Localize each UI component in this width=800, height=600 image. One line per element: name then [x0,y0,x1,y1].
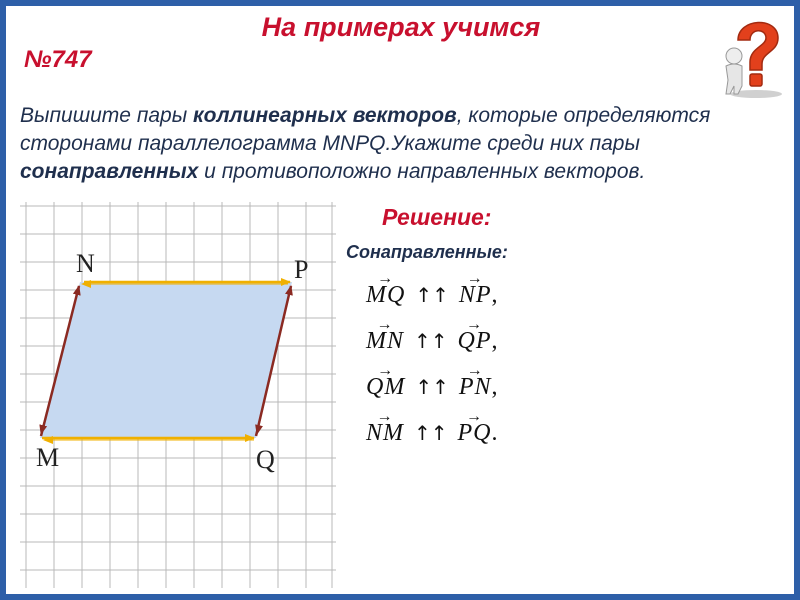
vector-arrow-icon: → [377,362,395,379]
vector-left [366,408,404,447]
codirected-relation: ↑↑ [414,421,448,445]
codirected-relation: ↑↑ [415,375,449,399]
label-n: N [76,249,95,278]
label-p: P [294,255,309,284]
vector-arrow-icon: → [466,270,484,287]
vector-right [457,408,492,447]
vector-pair [366,408,566,460]
vector-right-label: QP [457,328,492,354]
task-text [20,102,790,186]
task-text-part: , которые определяются сторонами параллелограмма MNPQ.Укажите среди них пары [20,104,711,155]
vector-left-label: MQ [366,282,406,308]
codirected-label: Сонаправленные: [346,242,508,262]
vector-left [366,270,406,309]
label-m: M [36,443,60,472]
vector-right-label: NP [458,282,492,308]
vector-left-label: NM [366,420,404,446]
task-text-part: Выпишите пары [20,104,194,127]
pair-punctuation: . [491,420,498,446]
vector-right [458,270,492,309]
vector-arrow-icon: → [376,408,394,425]
vector-right [457,316,492,355]
vector-right-label: PQ [457,420,492,446]
parallelogram-figure [20,202,336,588]
slide-title: На примерах учимся [261,12,541,42]
task-text-part: и противоположно направленных векторов. [198,160,646,183]
vector-right [458,362,492,401]
vector-arrow-icon: → [466,316,484,333]
codirected-relation: ↑↑ [414,329,448,353]
pair-punctuation: , [491,282,498,308]
label-q: Q [256,445,275,474]
solution-title: Решение: [382,204,492,230]
vector-left-label: QM [366,374,406,400]
vector-left [366,316,404,355]
pair-punctuation: , [491,374,498,400]
vector-arrow-icon: → [466,362,484,379]
vector-right-label: PN [458,374,492,400]
vector-arrow-icon: → [376,316,394,333]
task-text-bold: сонаправленных [20,160,199,183]
pair-punctuation: , [491,328,498,354]
codirected-relation: ↑↑ [415,283,449,307]
task-text-bold: коллинеарных векторов [193,104,457,127]
vector-arrow-icon: → [377,270,395,287]
vector-left [366,362,406,401]
question-mark-person-icon [716,10,796,100]
problem-number: №747 [24,46,92,73]
vector-arrow-icon: → [466,408,484,425]
vector-left-label: MN [366,328,404,354]
parallelogram-fill [40,282,292,438]
